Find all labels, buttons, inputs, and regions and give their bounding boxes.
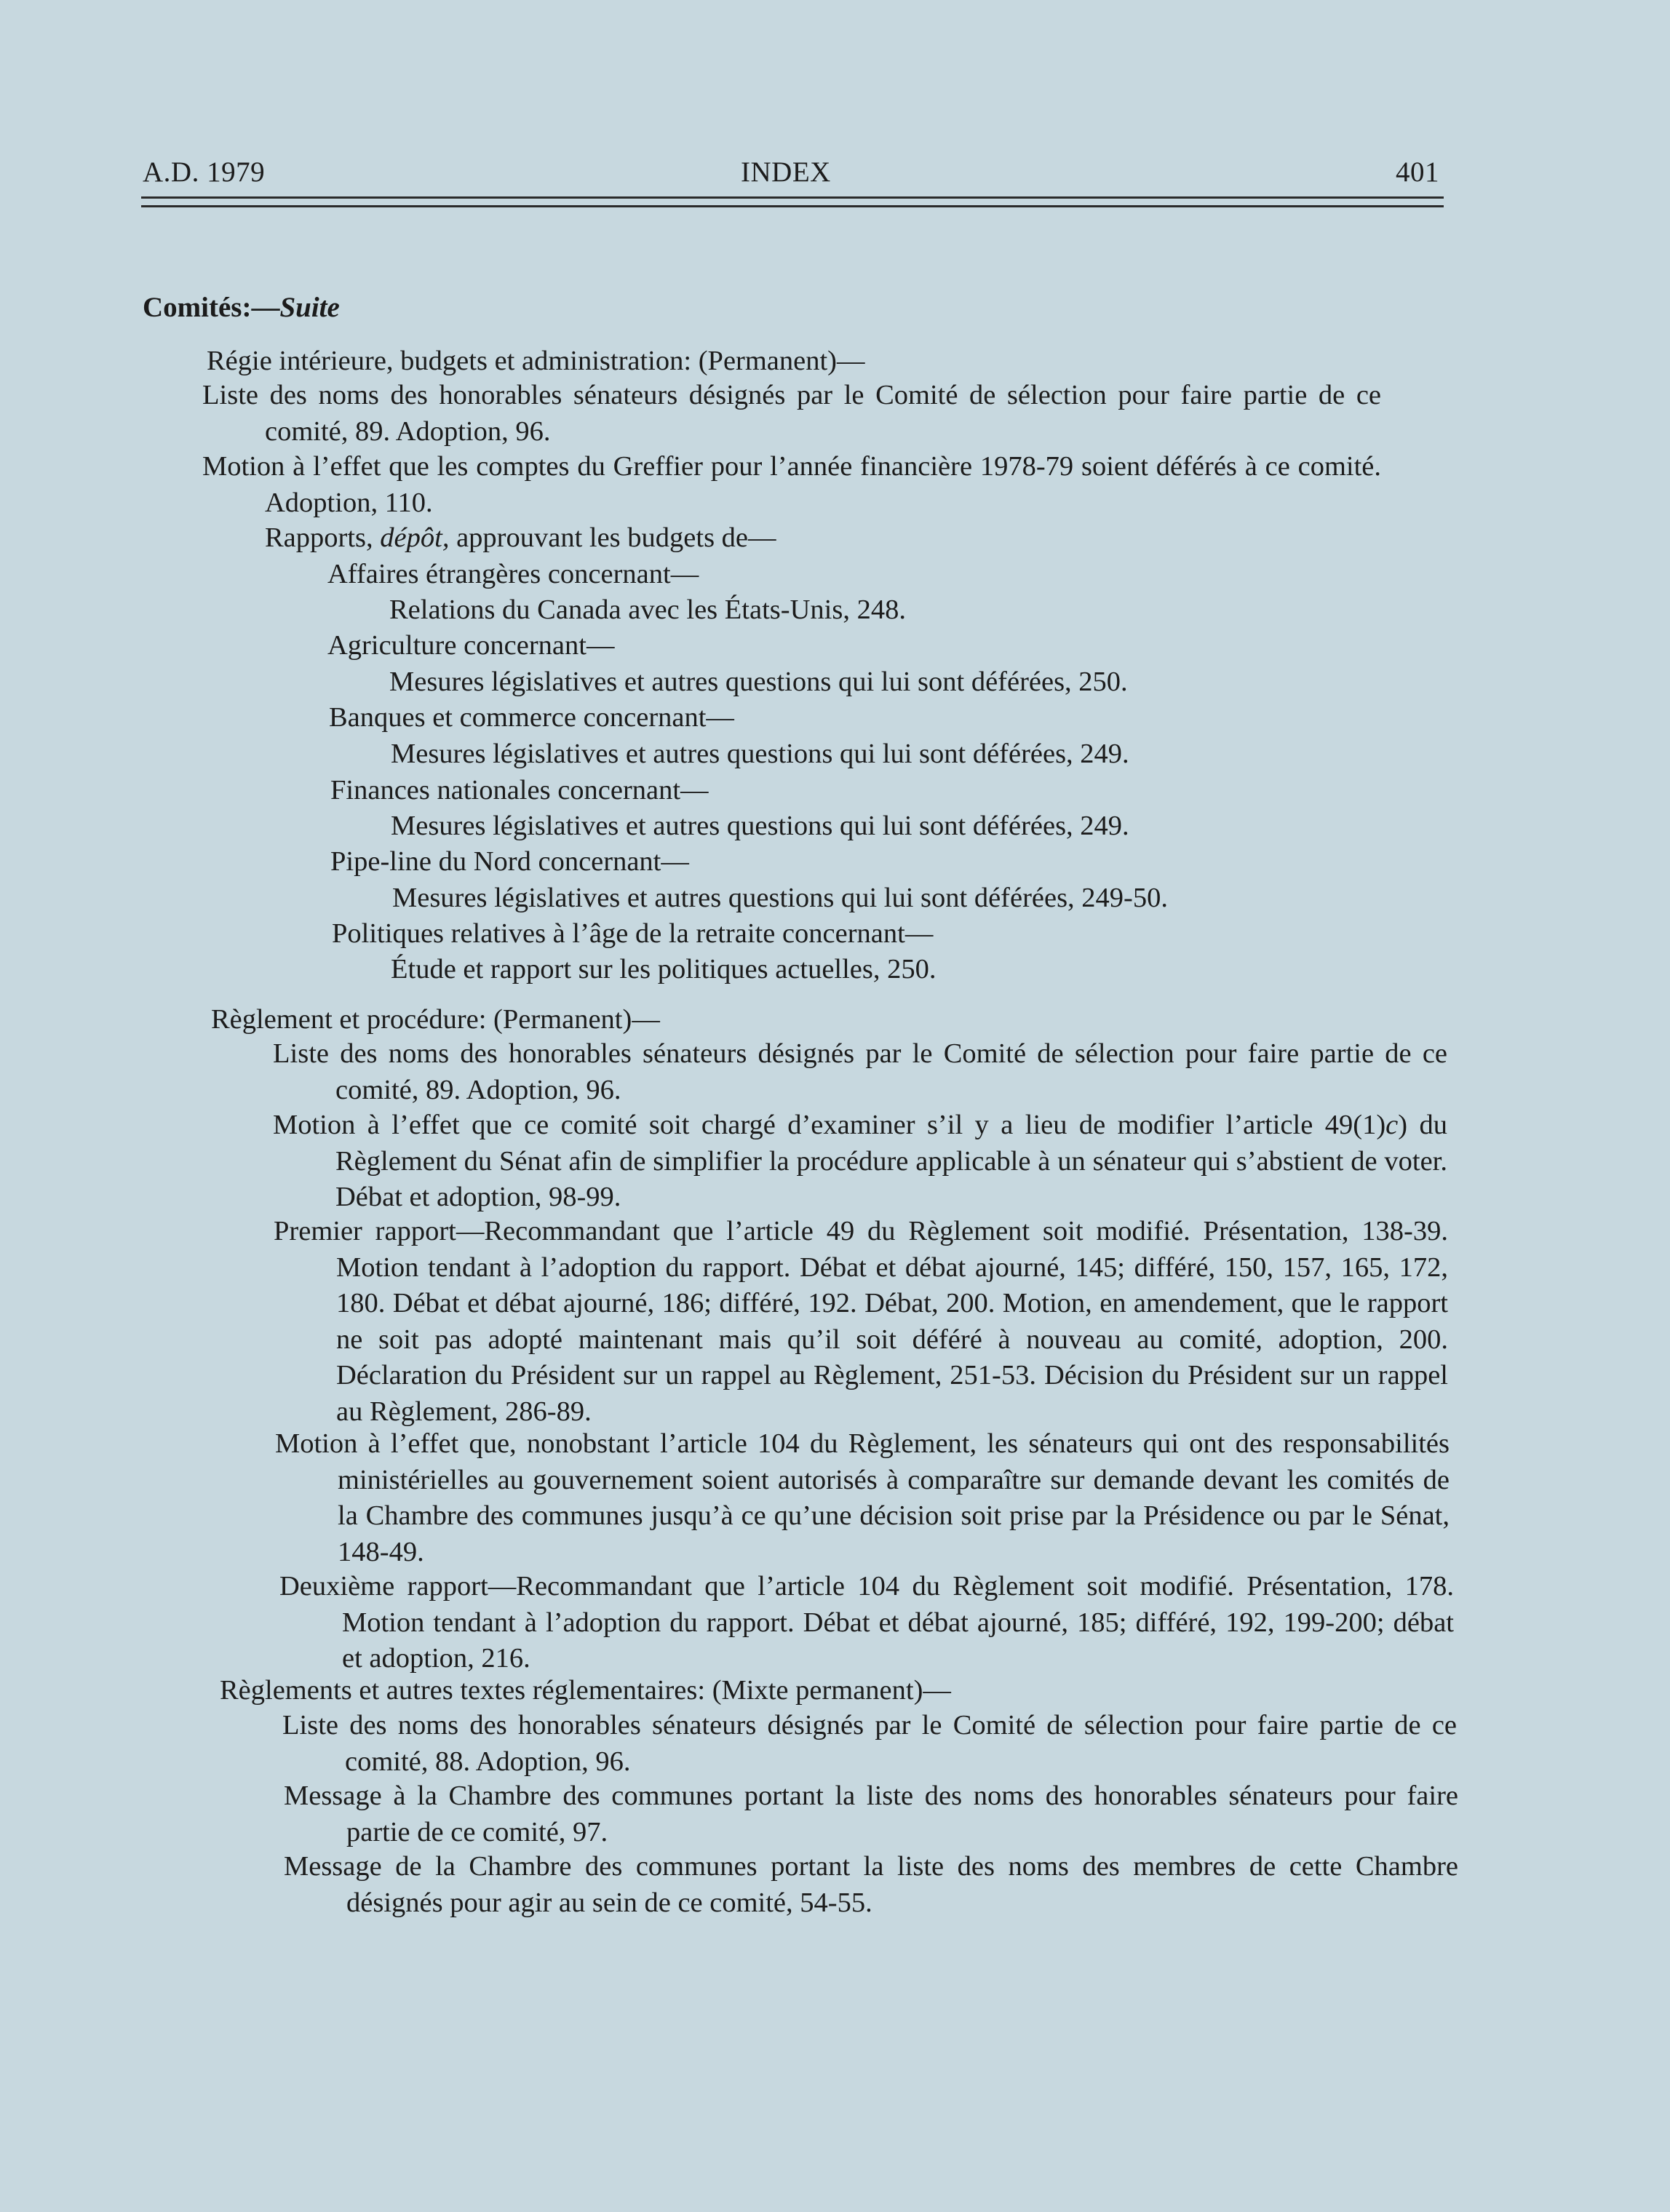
header-title: INDEX [741,156,831,188]
header-year: A.D. 1979 [143,156,266,188]
regie-rapports-depot: dépôt, [380,522,450,553]
reglement-premier-rapport: Premier rapport—Recommandant que l’article 49 du Règlement soit modifié. Présentation, 138-39. Motion tendant à l’adoption du rapport. Débat et débat ajourné, 145; différé, 150, 157, 165, 172, 180. Débat et débat ajourné, 186; différé, 192. Débat, 200. Motion, en amendement, que le rapport ne soit pas adopté maintenant mais qu’il soit déféré à nouveau au comité, adoption, 200. Déclaration du Président sur un rappel au Règlement, 251-53. Décision du Président sur un rappel au Règlement, 286-89. [274,1216,1448,1427]
header-rule-bottom [141,205,1444,207]
textes-heading: Règlements et autres textes réglementaires: (Mixte permanent)— [220,1675,951,1706]
regie-heading: Régie intérieure, budgets et administration: (Permanent)— [207,346,865,376]
regie-liste: Liste des noms des honorables sénateurs désignés par le Comité de sélection pour faire partie de ce comité, 89. Adoption, 96. [202,380,1381,447]
reglement-motion-2: Motion à l’effet que, nonobstant l’article 104 du Règlement, les sénateurs qui ont des responsabilités ministérielles au gouvernement soient autorisés à comparaître sur demande devant les comités de la Chambre des communes jusqu’à ce qu’une décision soit prise par la Présidence ou par le Sénat, 148-49. [275,1428,1450,1567]
regie-item-sub: Mesures législatives et autres questions qui lui sont déférées, 249-50. [392,883,1169,913]
regie-item-label: Politiques relatives à l’âge de la retraite concernant— [332,918,934,949]
header-rule-top [141,196,1444,199]
page-number: 401 [1396,156,1439,188]
reglement-motion-1-c: c [1385,1110,1399,1140]
section-dash: — [251,292,280,323]
regie-item-sub: Mesures législatives et autres questions qui lui sont déférées, 249. [391,811,1129,841]
regie-rapports [265,520,1444,557]
reglement-motion-1-b: ) du Règlement du Sénat afin de simplifier la procédure applicable à un sénateur qui s’abstient de voter. Débat et adoption, 98-99. [335,1110,1447,1212]
regie-motion: Motion à l’effet que les comptes du Greffier pour l’année financière 1978-79 soient déférés à ce comité. Adoption, 110. [202,451,1381,518]
textes-liste: Liste des noms des honorables sénateurs désignés par le Comité de sélection pour faire partie de ce comité, 88. Adoption, 96. [282,1710,1457,1777]
regie-item-label: Banques et commerce concernant— [329,702,734,733]
textes-message-2: Message de la Chambre des communes portant la liste des noms des membres de cette Chambre désignés pour agir au sein de ce comité, 54-55. [284,1851,1458,1918]
regie-rapports-post: approuvant les budgets de— [456,522,776,553]
reglement-liste: Liste des noms des honorables sénateurs désignés par le Comité de sélection pour faire partie de ce comité, 89. Adoption, 96. [273,1038,1447,1105]
reglement-deuxieme-rapport: Deuxième rapport—Recommandant que l’article 104 du Règlement soit modifié. Présentation, 178. Motion tendant à l’adoption du rapport. Débat et débat ajourné, 185; différé, 192, 199-200; débat et adoption, 216. [279,1571,1454,1674]
regie-item-label: Affaires étrangères concernant— [327,559,699,589]
regie-item-sub: Mesures législatives et autres questions qui lui sont déférées, 249. [391,739,1129,769]
regie-item-sub: Relations du Canada avec les États-Unis, 248. [389,594,906,625]
regie-rapports-pre: Rapports, [265,522,373,553]
section-suite: Suite [279,292,340,323]
reglement-motion-1 [210,1107,1447,1216]
textes-message-1: Message à la Chambre des communes portant la liste des noms des honorables sénateurs pour faire partie de ce comité, 97. [284,1781,1458,1847]
regie-item-label: Finances nationales concernant— [330,775,709,805]
regie-item-label: Pipe-line du Nord concernant— [330,846,689,877]
regie-item-sub: Mesures législatives et autres questions qui lui sont déférées, 250. [389,667,1128,697]
section-title [143,290,340,326]
section-label: Comités: [143,292,252,323]
regie-item-sub: Étude et rapport sur les politiques actuelles, 250. [391,954,937,984]
reglement-motion-1-a: Motion à l’effet que ce comité soit chargé d’examiner s’il y a lieu de modifier l’article 49(1) [273,1110,1386,1140]
regie-item-label: Agriculture concernant— [327,630,615,661]
reglement-heading: Règlement et procédure: (Permanent)— [211,1004,660,1035]
